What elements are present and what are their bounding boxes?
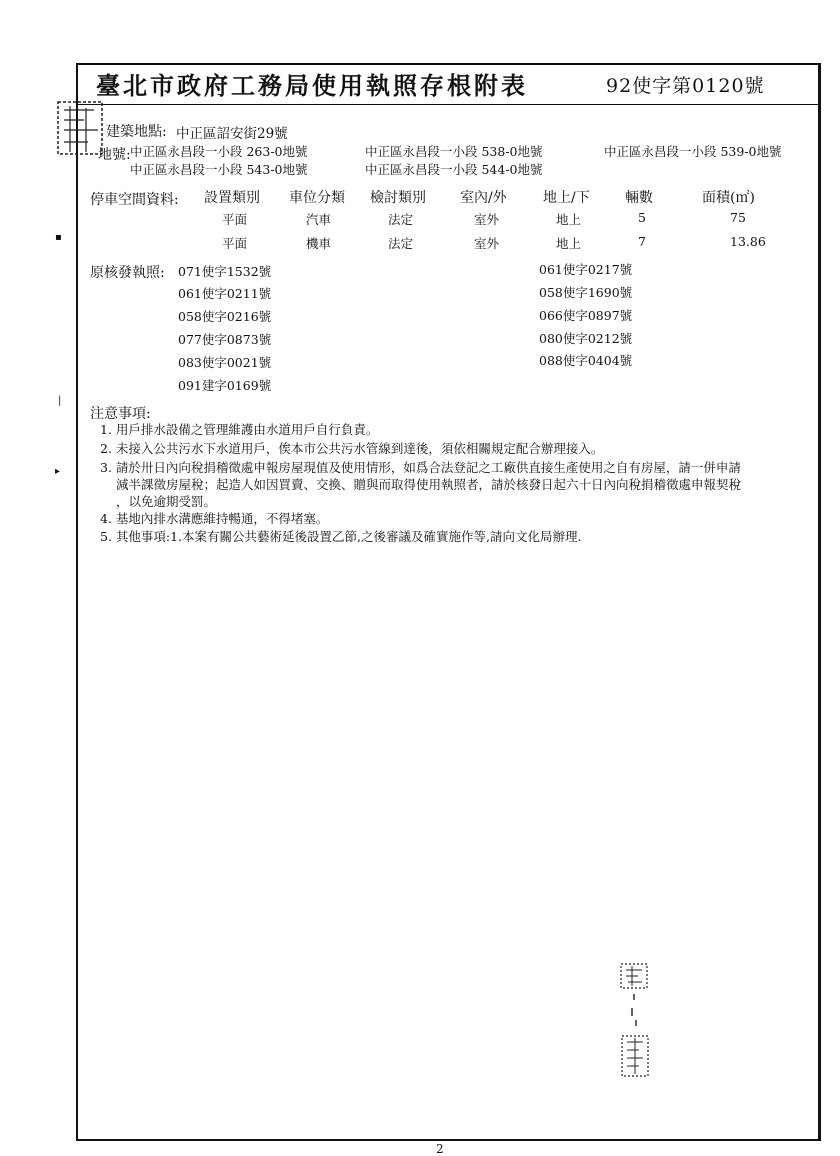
document-frame [76,63,821,1141]
parking-header: 檢討類別 [370,190,426,206]
parking-header: 室內/外 [460,190,507,206]
original-permit-item: 066使字0897號 [539,308,633,323]
lot-item: 中正區永昌段一小段 538-0地號 [365,144,543,159]
original-permit-item: 091建字0169號 [178,378,272,393]
note-item-continued: ，以免逾期受罰。 [116,494,217,509]
parking-cell: 室外 [474,212,500,227]
lot-item: 中正區永昌段一小段 263-0地號 [130,144,308,159]
address-label: 建築地點: [106,124,167,140]
scan-mark: ▪ [55,232,62,243]
original-permit-item: 083使字0021號 [178,355,272,370]
scan-mark: | [58,395,62,406]
parking-cell: 機車 [306,236,332,251]
original-permit-item: 061使字0217號 [539,262,633,277]
parking-cell: 5 [638,210,646,225]
note-item: 5. 其他事項:1.本案有關公共藝術延後設置乙節,之後審議及確實施作等,請向文化局辦理. [100,529,582,544]
parking-label: 停車空間資料: [90,192,179,208]
parking-cell: 室外 [474,236,500,251]
note-item: 1. 用戶排水設備之管理維護由水道用戶自行負責。 [100,422,379,437]
original-permit-item: 061使字0211號 [178,286,272,301]
note-item: 4. 基地內排水溝應維持暢通，不得堵塞。 [100,511,329,526]
original-permit-item: 058使字1690號 [539,285,633,300]
address-value: 中正區詔安街29號 [176,126,288,142]
note-item: 2. 未接入公共污水下水道用戶，俟本市公共污水管線到達後，須依相關規定配合辦理接入。 [100,441,604,456]
scan-mark: ▸ [55,466,61,477]
parking-cell: 地上 [556,212,582,227]
permit-number: 92使字第0120號 [606,75,765,97]
parking-header: 面積(㎡) [702,190,755,206]
parking-header: 車位分類 [289,190,345,206]
lot-item: 中正區永昌段一小段 539-0地號 [604,144,782,159]
lot-item: 中正區永昌段一小段 543-0地號 [130,162,308,177]
parking-cell: 13.86 [730,234,766,249]
original-permit-item: 077使字0873號 [178,332,272,347]
original-permits-label: 原核發執照: [90,265,165,281]
note-item-continued: 減半課徵房屋稅；起造人如因買賣、交換、贈與而取得使用執照者，請於核發日起六十日內向稅捐稽徵處申報契稅 [116,477,742,492]
original-permit-item: 071使字1532號 [178,264,272,279]
parking-cell: 7 [638,234,646,249]
parking-cell: 法定 [388,236,414,251]
parking-cell: 平面 [222,212,248,227]
parking-header: 輛數 [625,190,653,206]
header-rule [76,104,820,105]
note-item: 3. 請於卅日內向稅捐稽徵處申報房屋現值及使用情形，如爲合法登記之工廠供直接生產使用之自有房屋，請一併申請 [100,460,741,475]
lot-item: 中正區永昌段一小段 544-0地號 [365,162,543,177]
parking-cell: 地上 [556,236,582,251]
original-permit-item: 088使字0404號 [539,353,633,368]
official-seal-icon [618,962,652,1080]
page-number: 2 [436,1142,444,1156]
parking-cell: 汽車 [306,212,332,227]
original-permit-item: 080使字0212號 [539,331,633,346]
parking-cell: 平面 [222,236,248,251]
parking-header: 設置類別 [204,190,260,206]
lot-label: 地號: [98,147,131,163]
original-permit-item: 058使字0216號 [178,309,272,324]
parking-cell: 法定 [388,212,414,227]
document-title: 臺北市政府工務局使用執照存根附表 [96,71,528,100]
parking-cell: 75 [730,210,746,225]
notes-label: 注意事項: [90,406,151,422]
parking-header: 地上/下 [543,190,590,206]
